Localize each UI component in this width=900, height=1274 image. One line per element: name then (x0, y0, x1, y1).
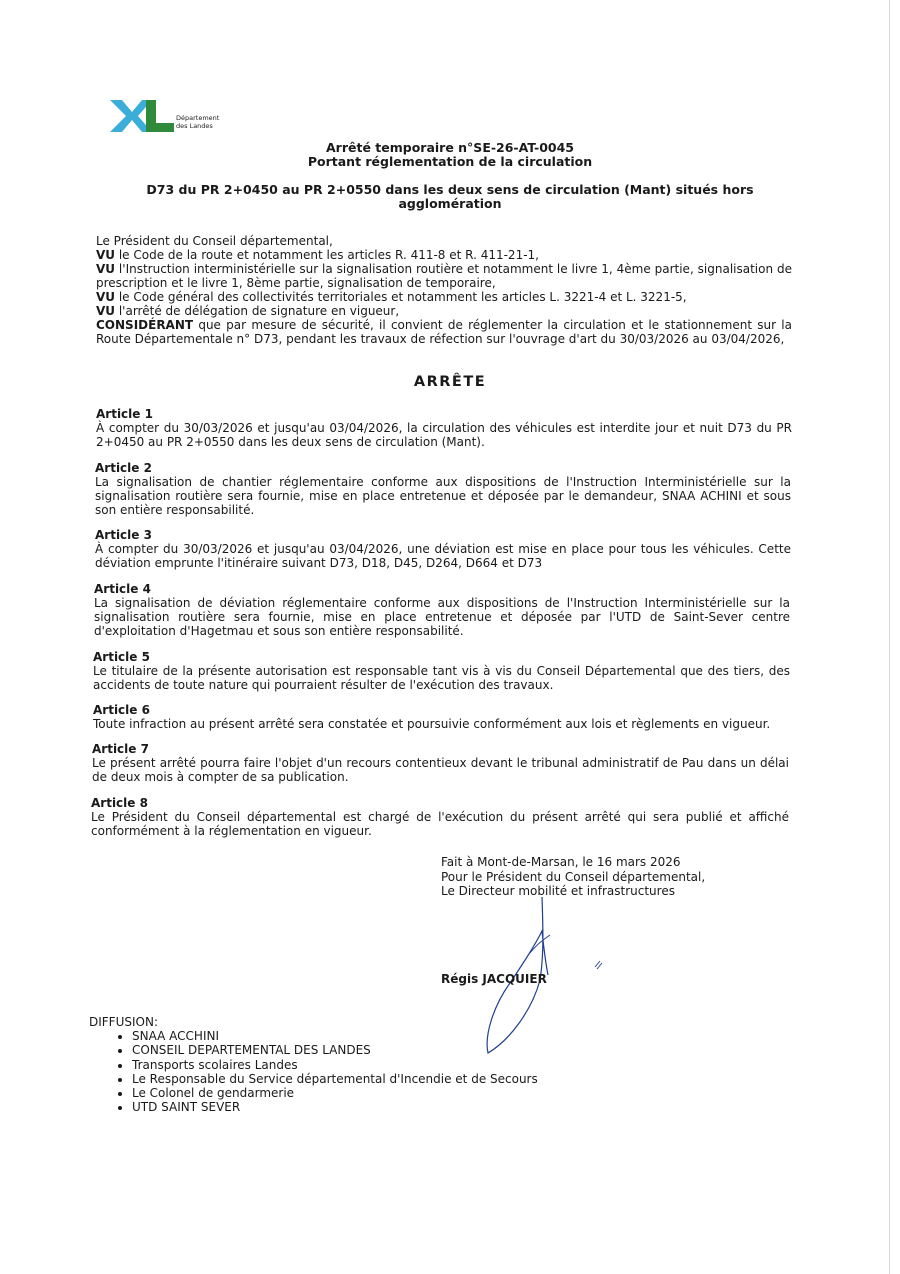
list-item: • SNAA ACCHINI (132, 1029, 538, 1043)
title-line2: Portant réglementation de la circulation (307, 154, 593, 169)
signer-name: Régis JACQUIER (441, 972, 547, 986)
signature-place-date: Fait à Mont-de-Marsan, le 16 mars 2026 (441, 855, 681, 869)
article-title: Article 2 (95, 461, 152, 475)
diffusion-heading: DIFFUSION: (89, 1015, 158, 1029)
article-title: Article 3 (95, 528, 152, 542)
article-text: Le présent arrêté pourra faire l'objet d'un recours contentieux devant le tribunal administratif de Pau dans un délai de deux mois à compter de sa publication. (92, 756, 789, 784)
article-4 (94, 582, 790, 638)
article-2 (95, 461, 791, 517)
article-text: À compter du 30/03/2026 et jusqu'au 03/04/2026, la circulation des véhicules est interdite jour et nuit D73 du PR 2+0450 au PR 2+0550 dans les deux sens de circulation (Mant). (96, 421, 792, 449)
article-text: La signalisation de chantier réglementaire conforme aux dispositions de l'Instruction Interministérielle sur la signalisation routière sera fournie, mise en place entretenue et déposée par le demandeur, SNAA ACHINI et sous son entière responsabilité. (95, 475, 791, 517)
article-1 (96, 407, 792, 449)
title-block (0, 141, 900, 169)
logo-l-mark (146, 100, 174, 132)
article-title: Article 1 (96, 407, 153, 421)
signature-role: Le Directeur mobilité et infrastructures (441, 884, 675, 898)
article-6 (93, 703, 790, 731)
list-item: • UTD SAINT SEVER (132, 1100, 538, 1114)
preamble (96, 234, 792, 346)
arrete-heading: ARRÊTE (413, 374, 487, 390)
list-item: • Transports scolaires Landes (132, 1058, 538, 1072)
list-item: • Le Colonel de gendarmerie (132, 1086, 538, 1100)
article-text: Le titulaire de la présente autorisation est responsable tant vis à vis du Conseil Départemental que des tiers, des accidents de toute nature qui pourraient résulter de l'exécution des travaux. (93, 664, 790, 692)
page-edge (889, 0, 890, 1274)
preamble-vu-1: VU le Code de la route et notamment les articles R. 411-8 et R. 411-21-1, (96, 248, 539, 262)
article-text: Le Président du Conseil départemental est chargé de l'exécution du présent arrêté qui sera publié et affiché conformément à la réglementation en vigueur. (91, 810, 789, 838)
article-8 (91, 796, 789, 838)
article-title: Article 7 (92, 742, 149, 756)
article-title: Article 4 (94, 582, 151, 596)
logo-text (176, 115, 219, 130)
diffusion-list (114, 1029, 538, 1115)
signature-for-line: Pour le Président du Conseil départemental, (441, 870, 706, 884)
article-title: Article 8 (91, 796, 148, 810)
article-5 (93, 650, 790, 692)
logo-text-line1: Département (176, 114, 220, 122)
article-text: Toute infraction au présent arrêté sera constatée et poursuivie conformément aux lois et règlements en vigueur. (93, 717, 771, 731)
preamble-vu-2: VU l'Instruction interministérielle sur la signalisation routière et notamment le livre 1, 4ème partie, signalisation de prescription et le livre 1, 8ème partie, signalisation de temporaire, (96, 262, 792, 290)
logo-x-mark (110, 100, 152, 132)
article-text: À compter du 30/03/2026 et jusqu'au 03/04/2026, une déviation est mise en place pour tous les véhicules. Cette déviation emprunte l'itinéraire suivant D73, D18, D45, D264, D664 et D73 (95, 542, 791, 570)
list-item: • Le Responsable du Service départemental d'Incendie et de Secours (132, 1072, 538, 1086)
logo-text-line2: des Landes (176, 121, 213, 130)
subject-title: D73 du PR 2+0450 au PR 2+0550 dans les deux sens de circulation (Mant) situés hors agglomération (146, 182, 754, 211)
preamble-vu-3: VU le Code général des collectivités territoriales et notamment les articles L. 3221-4 et L. 3221-5, (96, 290, 687, 304)
article-text: La signalisation de déviation réglementaire conforme aux dispositions de l'Instruction Interministérielle sur la signalisation routière sera fournie, mise en place entretenue et déposée par l'UTD de Saint-Sever centre d'exploitation d'Hagetmau et sous son entière responsabilité. (94, 596, 790, 638)
article-title: Article 5 (93, 650, 150, 664)
article-3 (95, 528, 791, 570)
preamble-considerant: CONSIDÉRANT que par mesure de sécurité, il convient de réglementer la circulation et le stationnement sur la Route Départementale n° D73, pendant les travaux de réfection sur l'ouvrage d'art du 30/03/2026 au 03/04/2026, (96, 318, 792, 346)
article-title: Article 6 (93, 703, 150, 717)
article-7 (92, 742, 789, 784)
preamble-vu-4: VU l'arrêté de délégation de signature en vigueur, (96, 304, 400, 318)
preamble-president: Le Président du Conseil départemental, (96, 234, 333, 248)
list-item: • CONSEIL DEPARTEMENTAL DES LANDES (132, 1043, 538, 1057)
title-line1: Arrêté temporaire n°SE-26-AT-0045 (325, 140, 574, 155)
